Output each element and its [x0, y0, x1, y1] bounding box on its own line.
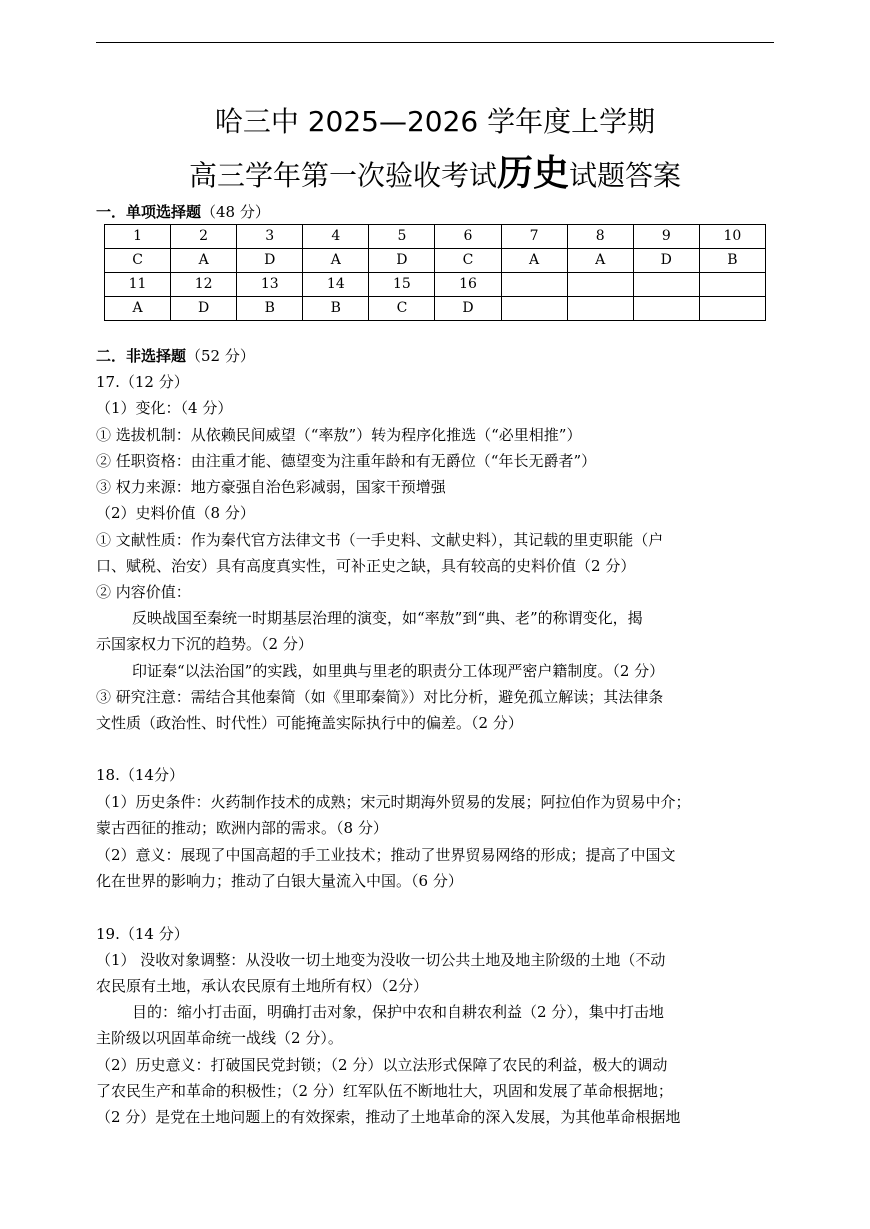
table-cell: A	[567, 249, 633, 273]
table-cell: 1	[105, 225, 171, 249]
text-line: ① 文献性质：作为秦代官方法律文书（一手史料、文献史料），其记载的里吏职能（户	[96, 531, 664, 549]
table-cell	[633, 273, 699, 297]
table-cell: D	[171, 297, 237, 321]
table-cell: B	[303, 297, 369, 321]
table-cell: D	[237, 249, 303, 273]
text-line: 蒙古西征的推动；欧洲内部的需求。（8 分）	[96, 819, 388, 837]
text-line: 印证秦“以法治国”的实践，如里典与里老的职责分工体现严密户籍制度。（2 分）	[132, 662, 665, 680]
section1-heading	[96, 202, 270, 222]
section1-title: 一．单项选择题	[96, 203, 202, 221]
title-subject: 历史	[496, 153, 569, 194]
table-cell: A	[171, 249, 237, 273]
table-cell: 14	[303, 273, 369, 297]
table-cell: 6	[435, 225, 501, 249]
text-line: 了农民生产和革命的积极性；（2 分）红军队伍不断地壮大，巩固和发展了革命根据地；	[96, 1082, 673, 1100]
text-line: ③ 权力来源：地方豪强自治色彩减弱，国家干预增强	[96, 478, 446, 496]
table-cell: D	[369, 249, 435, 273]
table-row	[105, 297, 766, 321]
table-cell	[633, 297, 699, 321]
table-cell: 2	[171, 225, 237, 249]
text-line: （1）历史条件：火药制作技术的成熟；宋元时期海外贸易的发展；阿拉伯作为贸易中介；	[96, 793, 691, 811]
table-cell: 5	[369, 225, 435, 249]
text-line: （2）历史意义：打破国民党封锁；（2 分）以立法形式保障了农民的利益，极大的调动	[96, 1056, 668, 1074]
table-cell	[567, 273, 633, 297]
text-line: 化在世界的影响力；推动了白银大量流入中国。（6 分）	[96, 872, 463, 890]
text-line: （1） 没收对象调整：从没收一切土地变为没收一切公共土地及地主阶级的土地（不动	[96, 951, 666, 969]
question-18-heading: 18.（14分）	[96, 766, 184, 784]
table-cell: 10	[699, 225, 765, 249]
table-cell: 8	[567, 225, 633, 249]
table-cell: D	[435, 297, 501, 321]
table-cell: 16	[435, 273, 501, 297]
title-suffix: 试题答案	[569, 159, 682, 192]
text-line: ② 内容价值：	[96, 583, 191, 601]
text-line: ③ 研究注意：需结合其他秦简（如《里耶秦简》）对比分析，避免孤立解读；其法律条	[96, 688, 664, 706]
answer-table	[104, 224, 766, 321]
table-cell: 15	[369, 273, 435, 297]
text-line: 示国家权力下沉的趋势。（2 分）	[96, 635, 313, 653]
q17-part1-heading: （1）变化：（4 分）	[96, 399, 233, 417]
text-line: 文性质（政治性、时代性）可能掩盖实际执行中的偏差。（2 分）	[96, 714, 523, 732]
text-line: 反映战国至秦统一时期基层治理的演变，如“率敖”到“典、老”的称谓变化，揭	[132, 609, 643, 627]
table-cell: A	[303, 249, 369, 273]
title-prefix: 高三学年第一次验收考试	[188, 159, 497, 192]
table-cell: 4	[303, 225, 369, 249]
table-cell: A	[105, 297, 171, 321]
table-cell: 11	[105, 273, 171, 297]
table-row	[105, 249, 766, 273]
table-row	[105, 225, 766, 249]
table-cell	[699, 297, 765, 321]
table-cell: 3	[237, 225, 303, 249]
table-cell: 9	[633, 225, 699, 249]
text-line: 口、赋税、治安）具有高度真实性，可补正史之缺，具有较高的史料价值（2 分）	[96, 557, 636, 575]
text-line: ① 选拔机制：从依赖民间威望（“率敖”）转为程序化推选（“必里相推”）	[96, 426, 582, 444]
table-cell	[501, 273, 567, 297]
text-line: 主阶级以巩固革命统一战线（2 分）。	[96, 1029, 343, 1047]
text-line: （2）意义：展现了中国高超的手工业技术；推动了世界贸易网络的形成；提高了中国文	[96, 846, 676, 864]
section2-heading	[96, 346, 255, 366]
table-cell: B	[237, 297, 303, 321]
table-cell: C	[105, 249, 171, 273]
table-cell: 12	[171, 273, 237, 297]
document-title-line1: 哈三中 2025—2026 学年度上学期	[214, 105, 656, 138]
section2-title: 二．非选择题	[96, 347, 187, 365]
question-17-heading: 17.（12 分）	[96, 373, 189, 391]
table-cell	[501, 297, 567, 321]
table-cell: A	[501, 249, 567, 273]
section2-points: （52 分）	[186, 347, 255, 365]
table-cell: D	[633, 249, 699, 273]
table-cell	[699, 273, 765, 297]
table-cell: B	[699, 249, 765, 273]
table-cell: 13	[237, 273, 303, 297]
section1-points: （48 分）	[201, 203, 270, 221]
text-line: 农民原有土地，承认农民原有土地所有权）（2分）	[96, 977, 429, 995]
table-row	[105, 273, 766, 297]
table-cell: 7	[501, 225, 567, 249]
question-19-heading: 19.（14 分）	[96, 925, 189, 943]
table-cell: C	[369, 297, 435, 321]
table-cell	[567, 297, 633, 321]
q17-part2-heading: （2）史料价值（8 分）	[96, 504, 255, 522]
table-cell: C	[435, 249, 501, 273]
text-line: 目的：缩小打击面，明确打击对象，保护中农和自耕农利益（2 分），集中打击地	[132, 1003, 664, 1021]
text-line: （2 分）是党在土地问题上的有效探索，推动了土地革命的深入发展，为其他革命根据地	[96, 1108, 681, 1126]
text-line: ② 任职资格：由注重才能、德望变为注重年龄和有无爵位（“年长无爵者”）	[96, 452, 597, 470]
header-rule	[96, 42, 774, 43]
document-title-line2	[0, 153, 870, 194]
